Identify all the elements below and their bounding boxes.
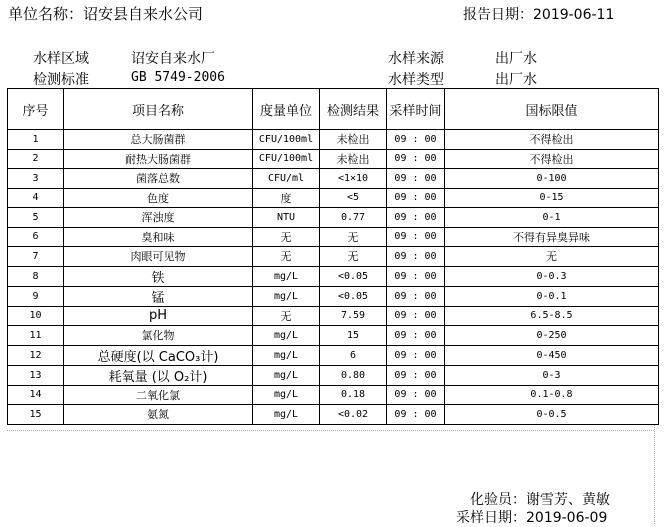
cell-result: <5 — [320, 188, 387, 208]
type-label: 水样类型 — [388, 72, 444, 88]
cell-limit: 不得检出 — [445, 130, 659, 150]
cell-time: 09 : 00 — [387, 345, 445, 365]
cell-limit: 不得有异臭异味 — [445, 227, 659, 247]
cell-item: 氯化物 — [64, 326, 253, 346]
cell-unit: CFU/ml — [253, 169, 320, 189]
cell-index: 14 — [8, 385, 64, 405]
cell-time: 09 : 00 — [387, 385, 445, 405]
cell-item: 耗氧量 (以 O₂计) — [64, 365, 253, 385]
cell-item: 臭和味 — [64, 227, 253, 247]
cell-limit: 6.5-8.5 — [445, 306, 659, 326]
cell-item: 氨氮 — [64, 405, 253, 425]
cell-time: 09 : 00 — [387, 227, 445, 247]
cell-item: 锰 — [64, 286, 253, 306]
cell-item: 耐热大肠菌群 — [64, 149, 253, 169]
table-row — [8, 385, 659, 405]
cell-time: 09 : 00 — [387, 286, 445, 306]
cell-time: 09 : 00 — [387, 306, 445, 326]
cell-index: 7 — [8, 247, 64, 267]
source-label: 水样来源 — [388, 51, 444, 67]
cell-unit: mg/L — [253, 326, 320, 346]
tester: 化验员：谢雪芳、黄敏 — [470, 492, 610, 508]
cell-unit: mg/L — [253, 385, 320, 405]
cell-limit: 0-0.1 — [445, 286, 659, 306]
cell-unit: CFU/100ml — [253, 149, 320, 169]
cell-unit: CFU/100ml — [253, 130, 320, 150]
water-area-label: 水样区域 — [33, 51, 89, 67]
cell-index: 1 — [8, 130, 64, 150]
cell-item: pH — [64, 306, 253, 326]
cell-unit: 度 — [253, 188, 320, 208]
table-row — [8, 188, 659, 208]
cell-limit: 无 — [445, 247, 659, 267]
standard-label: 检测标准 — [33, 72, 89, 88]
cell-item: 铁 — [64, 266, 253, 286]
cell-index: 13 — [8, 365, 64, 385]
cell-result: 0.77 — [320, 208, 387, 228]
cell-result: 无 — [320, 247, 387, 267]
cell-item: 总大肠菌群 — [64, 130, 253, 150]
cell-result: <0.02 — [320, 405, 387, 425]
water-quality-table — [7, 88, 659, 425]
col-header-time: 采样时间 — [387, 89, 445, 130]
col-header-unit: 度量单位 — [253, 89, 320, 130]
cell-unit: mg/L — [253, 365, 320, 385]
cell-time: 09 : 00 — [387, 326, 445, 346]
table-row — [8, 227, 659, 247]
cell-result: 无 — [320, 227, 387, 247]
table-row — [8, 405, 659, 425]
cell-unit: mg/L — [253, 286, 320, 306]
cell-time: 09 : 00 — [387, 365, 445, 385]
cell-index: 2 — [8, 149, 64, 169]
table-row — [8, 149, 659, 169]
cell-item: 菌落总数 — [64, 169, 253, 189]
cell-index: 5 — [8, 208, 64, 228]
cell-index: 12 — [8, 345, 64, 365]
sample-date: 采样日期：2019-06-09 — [456, 510, 608, 526]
cell-item: 二氧化氯 — [64, 385, 253, 405]
col-header-result: 检测结果 — [320, 89, 387, 130]
cell-limit: 0.1-0.8 — [445, 385, 659, 405]
cell-limit: 0-3 — [445, 365, 659, 385]
cell-index: 6 — [8, 227, 64, 247]
table-row — [8, 306, 659, 326]
cell-index: 8 — [8, 266, 64, 286]
cell-limit: 0-0.5 — [445, 405, 659, 425]
cell-result: <0.05 — [320, 266, 387, 286]
type-value: 出厂水 — [495, 72, 537, 88]
grid-line — [7, 430, 654, 431]
cell-result: 15 — [320, 326, 387, 346]
cell-item: 色度 — [64, 188, 253, 208]
cell-index: 3 — [8, 169, 64, 189]
table-row — [8, 326, 659, 346]
cell-unit: 无 — [253, 306, 320, 326]
table-row — [8, 365, 659, 385]
cell-limit: 0-1 — [445, 208, 659, 228]
cell-unit: mg/L — [253, 266, 320, 286]
table-row — [8, 208, 659, 228]
col-header-item: 项目名称 — [64, 89, 253, 130]
report-date: 报告日期：2019-06-11 — [463, 7, 615, 23]
cell-unit: mg/L — [253, 345, 320, 365]
cell-item: 浑浊度 — [64, 208, 253, 228]
cell-limit: 0-0.3 — [445, 266, 659, 286]
cell-unit: NTU — [253, 208, 320, 228]
grid-line — [654, 425, 655, 524]
unit-name: 单位名称：诏安县自来水公司 — [8, 5, 204, 23]
cell-limit: 0-100 — [445, 169, 659, 189]
cell-index: 9 — [8, 286, 64, 306]
cell-item: 肉眼可见物 — [64, 247, 253, 267]
cell-index: 15 — [8, 405, 64, 425]
cell-time: 09 : 00 — [387, 247, 445, 267]
table-header-row — [8, 89, 659, 130]
cell-result: 0.18 — [320, 385, 387, 405]
source-value: 出厂水 — [495, 51, 537, 67]
cell-limit: 不得检出 — [445, 149, 659, 169]
cell-index: 10 — [8, 306, 64, 326]
cell-result: 未检出 — [320, 130, 387, 150]
table-row — [8, 286, 659, 306]
cell-time: 09 : 00 — [387, 405, 445, 425]
table-row — [8, 345, 659, 365]
col-header-index: 序号 — [8, 89, 64, 130]
cell-time: 09 : 00 — [387, 149, 445, 169]
cell-result: <0.05 — [320, 286, 387, 306]
cell-limit: 0-450 — [445, 345, 659, 365]
cell-result: 未检出 — [320, 149, 387, 169]
cell-time: 09 : 00 — [387, 266, 445, 286]
table-row — [8, 247, 659, 267]
cell-result: 6 — [320, 345, 387, 365]
cell-limit: 0-250 — [445, 326, 659, 346]
water-area-value: 诏安自来水厂 — [131, 51, 215, 67]
cell-index: 11 — [8, 326, 64, 346]
standard-value: GB 5749-2006 — [131, 70, 225, 85]
table-row — [8, 130, 659, 150]
col-header-limit: 国标限值 — [445, 89, 659, 130]
cell-unit: mg/L — [253, 405, 320, 425]
cell-result: 7.59 — [320, 306, 387, 326]
cell-index: 4 — [8, 188, 64, 208]
cell-result: <1×10 — [320, 169, 387, 189]
cell-unit: 无 — [253, 247, 320, 267]
cell-time: 09 : 00 — [387, 130, 445, 150]
cell-result: 0.80 — [320, 365, 387, 385]
cell-time: 09 : 00 — [387, 208, 445, 228]
cell-item: 总硬度(以 CaCO₃计) — [64, 345, 253, 365]
table-row — [8, 169, 659, 189]
cell-time: 09 : 00 — [387, 188, 445, 208]
cell-limit: 0-15 — [445, 188, 659, 208]
table-row — [8, 266, 659, 286]
cell-unit: 无 — [253, 227, 320, 247]
cell-time: 09 : 00 — [387, 169, 445, 189]
